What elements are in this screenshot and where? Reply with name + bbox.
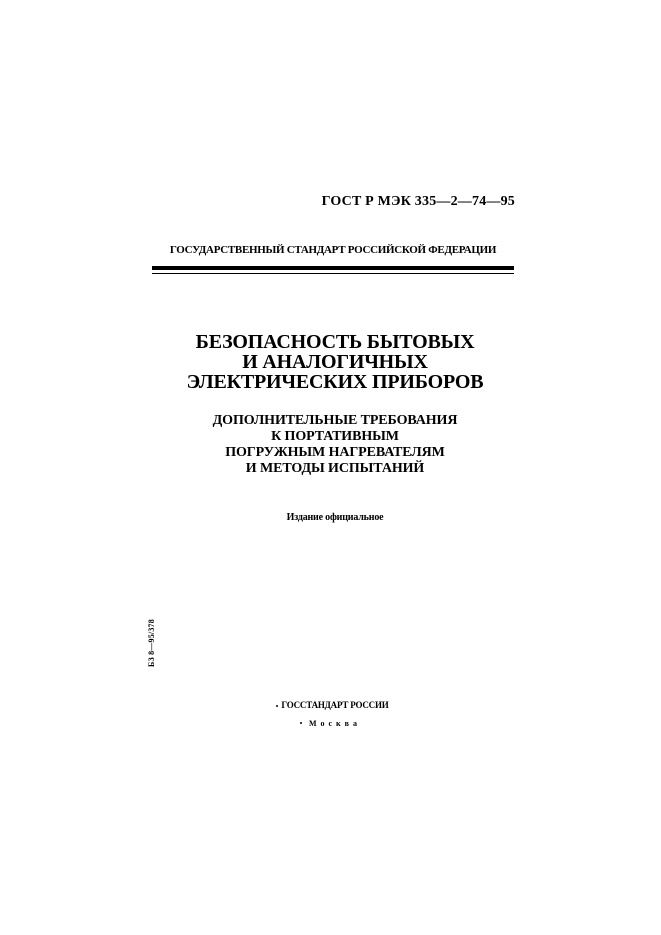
title-line: И АНАЛОГИЧНЫХ [242, 351, 428, 373]
title-line: БЕЗОПАСНОСТЬ БЫТОВЫХ [195, 331, 475, 353]
publisher-name: ГОССТАНДАРТ РОССИИ [281, 700, 389, 710]
thick-divider [152, 266, 514, 270]
publisher-city: Москва [309, 719, 361, 728]
title-line: ЭЛЕКТРИЧЕСКИХ ПРИБОРОВ [186, 371, 484, 393]
subtitle-line: ПОГРУЖНЫМ НАГРЕВАТЕЛЯМ [225, 445, 445, 460]
standard-code: ГОСТ Р МЭК 335—2—74—95 [321, 194, 515, 209]
edition-note: Издание официальное [286, 512, 384, 523]
document-title [100, 332, 570, 392]
subtitle-line: И МЕТОДЫ ИСПЫТАНИЙ [245, 461, 425, 476]
subtitle-line: К ПОРТАТИВНЫМ [271, 429, 399, 444]
document-subtitle [100, 413, 570, 477]
standard-type: ГОСУДАРСТВЕННЫЙ СТАНДАРТ РОССИЙСКОЙ ФЕДЕРАЦИИ [169, 244, 497, 256]
side-registration-code: БЗ 8—95/378 [147, 619, 156, 667]
thin-divider [152, 273, 514, 274]
subtitle-line: ДОПОЛНИТЕЛЬНЫЕ ТРЕБОВАНИЯ [212, 413, 458, 428]
